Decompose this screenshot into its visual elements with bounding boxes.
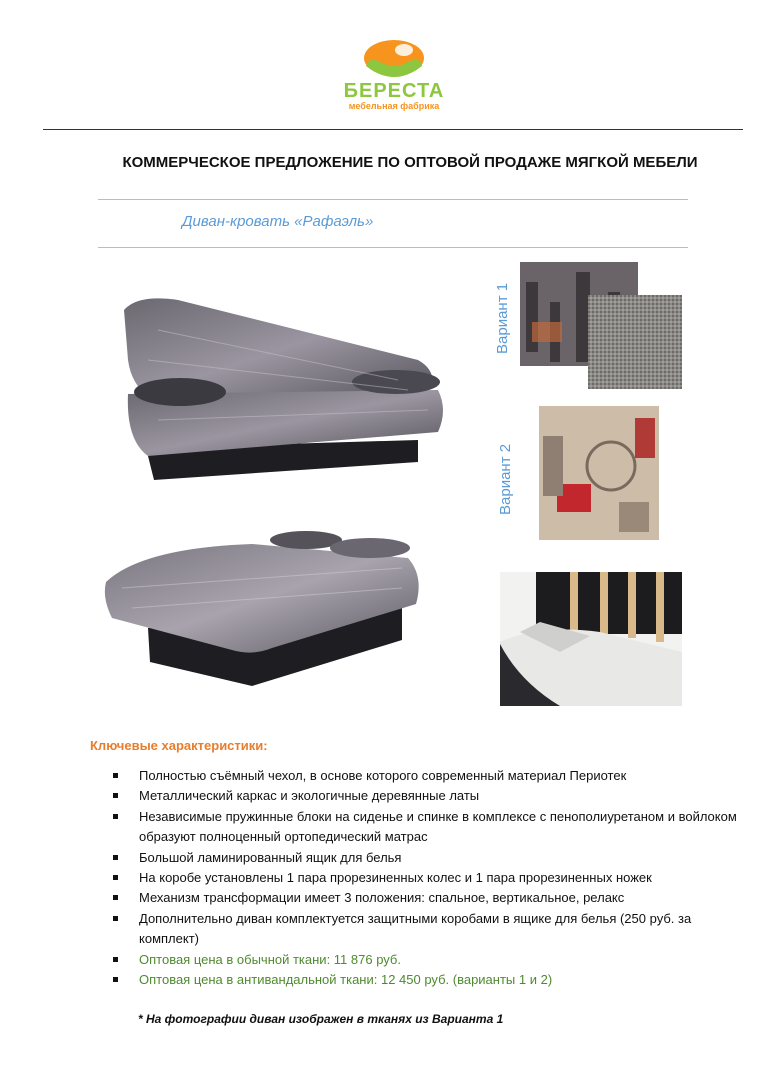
document-title: КОММЕРЧЕСКОЕ ПРЕДЛОЖЕНИЕ ПО ОПТОВОЙ ПРОДАЖЕ МЯГКОЙ МЕБЕЛИ bbox=[122, 154, 698, 171]
features-list bbox=[112, 766, 742, 990]
price-regular-fabric: Оптовая цена в обычной ткани: 11 876 руб. bbox=[112, 950, 742, 970]
logo-subtitle: мебельная фабрика bbox=[348, 101, 440, 111]
product-divider-top bbox=[98, 199, 688, 200]
product-divider-bottom bbox=[98, 247, 688, 248]
feature-item: Независимые пружинные блоки на сиденье и спинке в комплексе с пенополиуретаном и войлоком образуют полноценный ортопедический матрас bbox=[112, 807, 742, 848]
logo-emblem-icon bbox=[360, 36, 428, 84]
features-heading: Ключевые характеристики: bbox=[90, 738, 268, 753]
product-name: Диван-кровать «Рафаэль» bbox=[182, 213, 374, 230]
feature-item: Большой ламинированный ящик для белья bbox=[112, 848, 742, 868]
grey-textile-swatch bbox=[588, 295, 682, 389]
sofa-bed-photo bbox=[102, 528, 428, 694]
variant-2-label: Вариант 2 bbox=[497, 443, 514, 515]
logo-name: БЕРЕСТА bbox=[343, 80, 445, 102]
sofa-upright-photo bbox=[118, 290, 448, 490]
london-print-fabric-swatch bbox=[539, 406, 659, 540]
storage-box-photo bbox=[500, 572, 682, 706]
feature-item: Металлический каркас и экологичные деревянные латы bbox=[112, 786, 742, 806]
company-logo bbox=[338, 36, 450, 111]
photo-footnote: * На фотографии диван изображен в тканях из Варианта 1 bbox=[138, 1012, 504, 1026]
header-divider bbox=[43, 129, 743, 130]
feature-item: На коробе установлены 1 пара прорезиненных колес и 1 пара прорезиненных ножек bbox=[112, 868, 742, 888]
variant-1-label: Вариант 1 bbox=[494, 282, 511, 354]
feature-item: Полностью съёмный чехол, в основе которого современный материал Периотек bbox=[112, 766, 742, 786]
price-antivandal-fabric: Оптовая цена в антивандальной ткани: 12 450 руб. (варианты 1 и 2) bbox=[112, 970, 742, 990]
feature-item: Механизм трансформации имеет 3 положения: спальное, вертикальное, релакс bbox=[112, 888, 742, 908]
feature-item: Дополнительно диван комплектуется защитными коробами в ящике для белья (250 руб. за комплект) bbox=[112, 909, 742, 950]
